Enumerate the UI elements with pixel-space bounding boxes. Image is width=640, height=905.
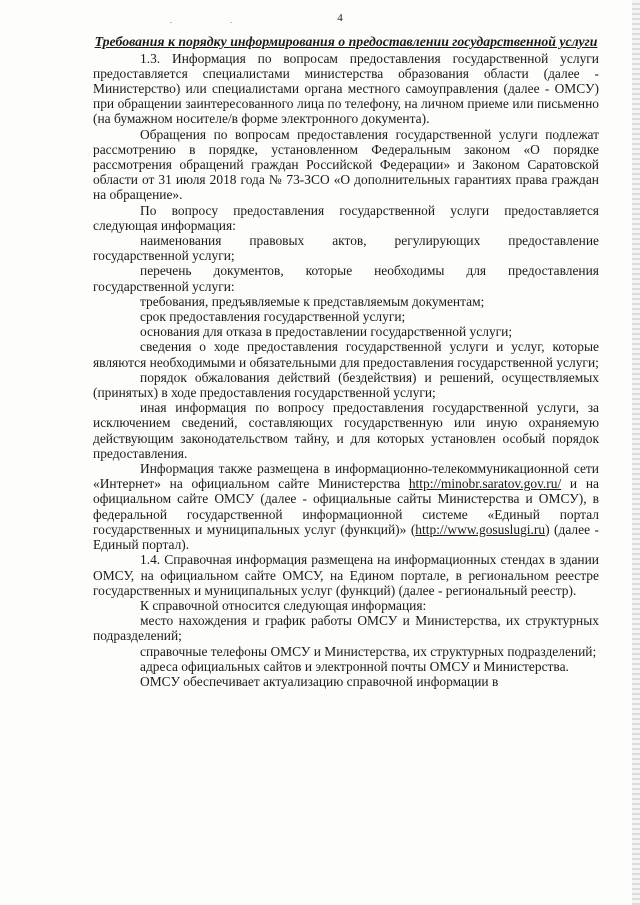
- paragraph: справочные телефоны ОМСУ и Министерства, их структурных подразделений;: [140, 643, 597, 659]
- gosuslugi-link[interactable]: http://www.gosuslugi.ru: [415, 521, 546, 537]
- paragraph: адреса официальных сайтов и электронной почты ОМСУ и Министерства.: [140, 658, 569, 674]
- links-text-2: и на официальном сайте ОМСУ (далее - официальные сайты Министерства и ОМСУ), в федеральной государственной информационной системе «Единый портал государственных и муниципальных услуг (функций)» (: [93, 476, 599, 537]
- paragraph: наименования правовых актов, регулирующих предоставление государственной услуги;: [93, 233, 599, 264]
- paragraph: перечень документов, которые необходимы для предоставления государственной услуги:: [93, 263, 599, 294]
- links-paragraph: [93, 461, 599, 552]
- paragraph: Обращения по вопросам предоставления государственной услуги подлежат рассмотрению в порядке, установленном Федеральным законом «О порядке рассмотрения обращений граждан Российской Федерации» и Законом Саратовской области от 31 июля 2018 года № 73-ЗСО «О дополнительных гарантиях права граждан на обращение».: [93, 126, 599, 203]
- section-heading: Требования к порядку информирования о предоставлении государственной услуги: [94, 34, 598, 49]
- paragraph: срок предоставления государственной услуги;: [140, 309, 406, 325]
- paragraph: требования, предъявляемые к представляемым документам;: [140, 293, 485, 309]
- paragraph: 1.4. Справочная информация размещена на информационных стендах в здании ОМСУ, на официальном сайте ОМСУ, на Едином портале, в региональном реестре государственных и муниципальных услуг (функций) (далее - региональный реестр).: [93, 552, 599, 598]
- paragraphs-block-1: [93, 51, 599, 461]
- links-text-3: ) (далее - Единый портал).: [93, 521, 599, 553]
- paragraph: сведения о ходе предоставления государственной услуги и услуг, которые являются необходимыми и обязательными для предоставления государственной услуги;: [93, 339, 599, 370]
- paragraph: По вопросу предоставления государственной услуги предоставляется следующая информация:: [93, 202, 599, 233]
- scan-specks: . .: [170, 16, 260, 25]
- paragraphs-block-2: [93, 552, 599, 689]
- paragraph: иная информация по вопросу предоставления государственной услуги, за исключением сведений, составляющих государственную или иную охраняемую действующим законодательством тайну, и для которых установлен особый порядок предоставления.: [93, 400, 599, 461]
- document-body: [93, 34, 599, 689]
- paragraph: место нахождения и график работы ОМСУ и Министерства, их структурных подразделений;: [93, 613, 599, 644]
- paragraph: основания для отказа в предоставлении государственной услуги;: [140, 324, 513, 340]
- paragraph: ОМСУ обеспечивает актуализацию справочной информации в: [140, 673, 499, 689]
- minobr-link[interactable]: http://minobr.saratov.gov.ru/: [408, 476, 562, 492]
- paragraph: К справочной относится следующая информация:: [140, 597, 427, 613]
- paragraph: 1.3. Информация по вопросам предоставления государственной услуги предоставляется специалистами министерства образования области (далее - Министерство) или специалистами органа местного самоуправления (далее - ОМСУ) при обращении заинтересованного лица по телефону, на личном приеме или письменно (на бумажном носителе/в форме электронного документа).: [93, 50, 599, 127]
- page-number: 4: [337, 12, 343, 24]
- links-text-1: Информация также размещена в информационно-телекоммуникационной сети «Интернет» на официальном сайте Министерства: [93, 461, 599, 492]
- paragraph: порядок обжалования действий (бездействия) и решений, осуществляемых (принятых) в ходе предоставления государственной услуги;: [93, 369, 599, 401]
- scan-edge: [632, 0, 640, 905]
